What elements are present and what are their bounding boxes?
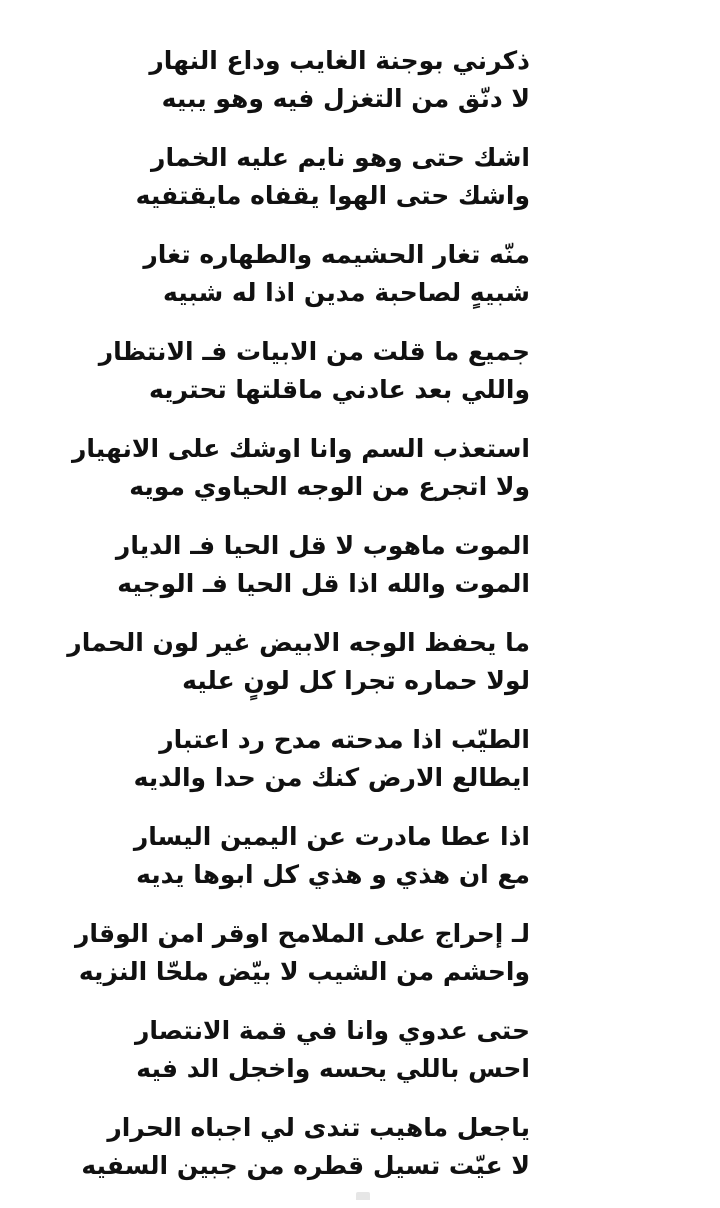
poem-line: واحشم من الشيب لا بيّض ملحّا النزيه bbox=[78, 957, 530, 986]
poem-line: حتى عدوي وانا في قمة الانتصار bbox=[134, 1016, 530, 1045]
poem-line: استعذب السم وانا اوشك على الانهيار bbox=[71, 434, 530, 463]
poem-line: ولا اتجرع من الوجه الحياوي مويه bbox=[129, 472, 530, 501]
poem-line: الموت والله اذا قل الحيا فـ الوجيه bbox=[117, 569, 530, 598]
stanza bbox=[0, 44, 720, 141]
poem bbox=[0, 44, 720, 1208]
poem-line: مع ان هذي و هذي كل ابوها يديه bbox=[136, 860, 530, 889]
stanza bbox=[0, 238, 720, 335]
poem-line: ايطالع الارض كنك من حدا والديه bbox=[133, 763, 530, 792]
poem-line: ما يحفظ الوجه الابيض غير لون الحمار bbox=[67, 628, 530, 657]
stanza bbox=[0, 529, 720, 626]
poem-line: واللي بعد عادني ماقلتها تحتريه bbox=[149, 375, 530, 404]
poem-line: شبيهٍ لصاحبة مدين اذا له شبيه bbox=[163, 278, 530, 307]
stanza bbox=[0, 723, 720, 820]
stanza bbox=[0, 917, 720, 1014]
poem-line: لـ إحراج على الملامح اوقر امن الوقار bbox=[74, 919, 530, 948]
poem-line: اذا عطا مادرت عن اليمين اليسار bbox=[133, 822, 530, 851]
poem-line: الموت ماهوب لا قل الحيا فـ الديار bbox=[115, 531, 530, 560]
poem-line: لا عيّت تسيل قطره من جبين السفيه bbox=[81, 1151, 530, 1180]
bottom-edge-mark bbox=[356, 1192, 370, 1200]
poem-line: ياجعل ماهيب تندى لي اجباه الحرار bbox=[107, 1113, 530, 1142]
poem-line: لولا حماره تجرا كل لونٍ عليه bbox=[182, 666, 530, 695]
stanza bbox=[0, 432, 720, 529]
stanza bbox=[0, 141, 720, 238]
stanza bbox=[0, 820, 720, 917]
poem-line: جميع ما قلت من الابيات فـ الانتظار bbox=[98, 337, 530, 366]
poem-line: لا دنّق من التغزل فيه وهو يبيه bbox=[161, 84, 530, 113]
stanza bbox=[0, 335, 720, 432]
poem-line: واشك حتى الهوا يقفاه مايقتفيه bbox=[135, 181, 530, 210]
poem-line: الطيّب اذا مدحته مدح رد اعتبار bbox=[159, 725, 530, 754]
poem-line: ذكرني بوجنة الغايب وداع النهار bbox=[149, 46, 530, 75]
stanza bbox=[0, 1014, 720, 1111]
poem-line: منّه تغار الحشيمه والطهاره تغار bbox=[143, 240, 530, 269]
stanza bbox=[0, 626, 720, 723]
poem-line: احس باللي يحسه واخجل الد فيه bbox=[136, 1054, 530, 1083]
poem-line: اشك حتى وهو نايم عليه الخمار bbox=[151, 143, 530, 172]
